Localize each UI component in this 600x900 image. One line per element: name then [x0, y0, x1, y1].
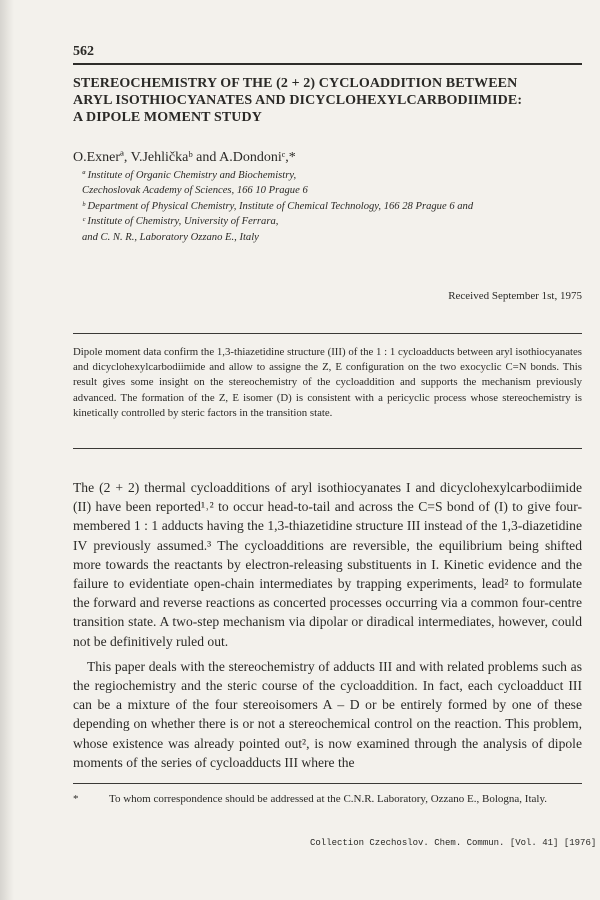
page-edge-shadow [0, 0, 14, 900]
footnote-text: To whom correspondence should be addressed at the C.N.R. Laboratory, Ozzano E., Bologna, Italy. [109, 793, 547, 805]
affiliations [82, 168, 582, 245]
article-title [73, 75, 582, 126]
title-line: ARYL ISOTHIOCYANATES AND DICYCLOHEXYLCARBODIIMIDE: [73, 93, 523, 108]
footnote-mark: * [73, 793, 79, 805]
header-rule [73, 63, 582, 65]
abstract-text: Dipole moment data confirm the 1,3-thiazetidine structure (III) of the 1 : 1 cycloadducts between aryl isothiocyanates and dicyclohexylcarbodiimide and allow to assigne the Z, E configuration on the two exocyclic C=N bonds. This result gives some insight on the stereochemistry of the cycloaddition and supports the mechanism previously advanced. The formation of the Z, E isomer (D) is consistent with a pericyclic process whose stereochemistry is kinetically controlled by steric factors in the transition state. [73, 346, 582, 419]
affiliation-line: ª Institute of Organic Chemistry and Biochemistry, [82, 170, 297, 181]
abstract-top-rule [73, 333, 582, 334]
affiliation-line: ᵇ Department of Physical Chemistry, Institute of Chemical Technology, 166 28 Prague 6 and [82, 200, 474, 212]
footnote [73, 791, 582, 807]
received-date: Received September 1st, 1975 [448, 290, 582, 302]
footnote-rule [73, 783, 582, 784]
journal-footer: Collection Czechoslov. Chem. Commun. [Vol. 41] [1976] [310, 838, 597, 848]
body-paragraph: The (2 + 2) thermal cycloadditions of aryl isothiocyanates I and dicyclohexylcarbodiimide (II) have been reported¹˒² to occur head-to-tail and across the C=S bond of (I) to give four-membered 1 : 1 adducts having the 1,3-thiazetidine structure III instead of the 1,3-diazetidine IV previously assumed.³ The cycloadditions are reversible, the equilibrium being shifted more towards the reactants by electron-releasing substituents in I. Kinetic evidence and the failure to evidentiate open-chain intermediates by trapping experiments, lead² to formulate the forward and reverse reactions as concerted processes occurring via a common four-centre transition state. A two-step mechanism via dipolar or diradical intermediates, however, could not be definitively ruled out. [73, 480, 582, 649]
affiliation-line: and C. N. R., Laboratory Ozzano E., Italy [82, 231, 259, 243]
author-list: O.Exnerª, V.Jehličkaᵇ and A.Dondoniᶜ,* [73, 150, 296, 165]
body-text [73, 478, 582, 772]
title-line: A DIPOLE MOMENT STUDY [73, 110, 262, 125]
title-line: STEREOCHEMISTRY OF THE (2 + 2) CYCLOADDITION BETWEEN [73, 76, 518, 91]
affiliation-line: Czechoslovak Academy of Sciences, 166 10 Prague 6 [82, 185, 308, 197]
abstract [73, 345, 582, 421]
affiliation-line: ᶜ Institute of Chemistry, University of Ferrara, [82, 216, 279, 228]
page-number: 562 [73, 44, 94, 59]
body-paragraph: This paper deals with the stereochemistry of adducts III and with related problems such as the regiochemistry and the steric course of the cycloaddition. In fact, each cycloadduct III can be a mixture of the four stereoisomers A – D or be entirely formed by one of these depending on whether there is or not a stereochemical control on the reaction. This problem, whose existence was already pointed out², is now examined through the analysis of dipole moments of the series of cycloadducts III where the [73, 658, 582, 770]
abstract-bottom-rule [73, 448, 582, 449]
